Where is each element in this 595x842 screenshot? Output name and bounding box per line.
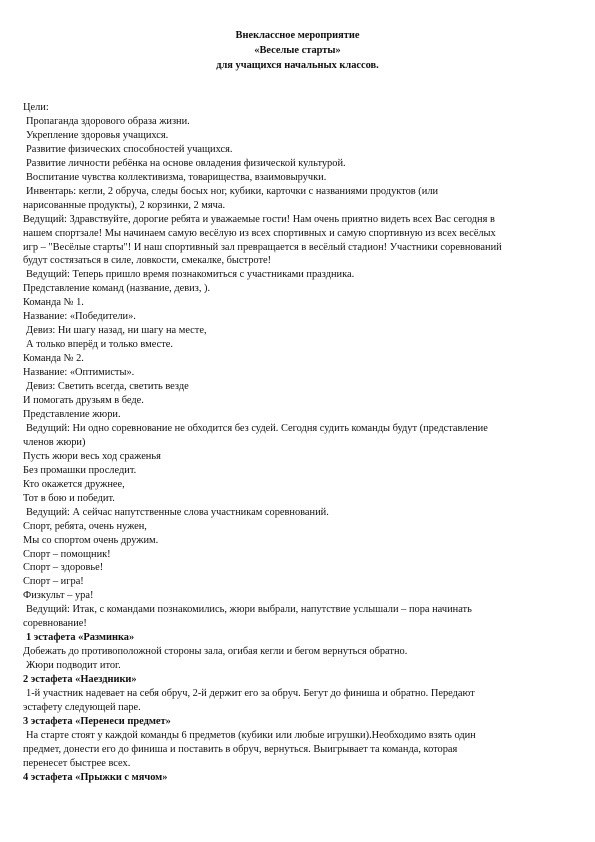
text-line: Спорт, ребята, очень нужен, bbox=[23, 520, 147, 532]
text-line: Ведущий: Итак, с командами познакомились, жюри выбрали, напутствие услышали – пора начинать bbox=[26, 604, 472, 616]
section-heading: 1 эстафета «Разминка» bbox=[26, 632, 135, 644]
document-body bbox=[23, 101, 579, 785]
text-line: эстафету следующей паре. bbox=[23, 701, 141, 713]
text-line: 1-й участник надевает на себя обруч, 2-й держит его за обруч. Бегут до финиша и обратно. Передают bbox=[26, 688, 475, 700]
text-line: Цели: bbox=[23, 102, 49, 113]
text-line: Ведущий: Ни одно соревнование не обходится без судей. Сегодня судить команды будут (представление bbox=[26, 422, 488, 434]
text-line: игр – "Весёлые старты"! И наш спортивный зал превращается в весёлый стадион! Участники соревнований bbox=[23, 241, 502, 253]
text-line: Тот в бою и победит. bbox=[23, 492, 115, 504]
text-line: нарисованные продукты), 2 корзинки, 2 мяча. bbox=[23, 199, 226, 211]
text-line: Без промашки проследит. bbox=[23, 464, 137, 476]
text-line: Спорт – помощник! bbox=[23, 548, 111, 560]
title-event-name: «Веселые старты» bbox=[254, 45, 341, 56]
text-line: Кто окажется дружнее, bbox=[23, 478, 125, 490]
text-line: Спорт – игра! bbox=[23, 576, 84, 588]
text-line: нашем спортзале! Мы начинаем самую весёлую из всех спортивных и самую спортивную из всех весёлых bbox=[23, 227, 496, 239]
section-heading: 2 эстафета «Наездники» bbox=[23, 674, 137, 686]
text-line: Укрепление здоровья учащихся. bbox=[26, 129, 169, 141]
text-line: Пропаганда здорового образа жизни. bbox=[26, 115, 190, 127]
text-line: Воспитание чувства коллективизма, товарищества, взаимовыручки. bbox=[26, 171, 327, 183]
text-line: На старте стоят у каждой команды 6 предметов (кубики или любые игрушки).Необходимо взять один bbox=[26, 729, 476, 741]
text-line: Развитие физических способностей учащихся. bbox=[26, 143, 233, 155]
text-line: Развитие личности ребёнка на основе овладения физической культурой. bbox=[26, 157, 346, 169]
text-line: Название: «Оптимисты». bbox=[23, 367, 135, 379]
text-line: Ведущий: А сейчас напутственные слова участникам соревнований. bbox=[26, 506, 329, 518]
document-title bbox=[0, 28, 595, 73]
text-line: Пусть жюри весь ход сраженья bbox=[23, 450, 161, 462]
text-line: И помогать друзьям в беде. bbox=[23, 395, 144, 407]
text-line: Девиз: Ни шагу назад, ни шагу на месте, bbox=[26, 325, 207, 337]
text-line: Девиз: Светить всегда, светить везде bbox=[26, 381, 189, 393]
text-line: Команда № 1. bbox=[23, 297, 84, 309]
text-line: соревнование! bbox=[23, 618, 87, 630]
text-line: Ведущий: Здравствуйте, дорогие ребята и уважаемые гости! Нам очень приятно видеть всех Вас сегодня в bbox=[23, 213, 495, 225]
text-line: Добежать до противоположной стороны зала, огибая кегли и бегом вернуться обратно. bbox=[23, 646, 408, 658]
title-audience: для учащихся начальных классов. bbox=[216, 60, 379, 71]
text-line: Жюри подводит итог. bbox=[26, 660, 121, 672]
text-line: перенесет быстрее всех. bbox=[23, 757, 131, 769]
title-event-type: Внеклассное мероприятие bbox=[235, 30, 360, 41]
text-line: Ведущий: Теперь пришло время познакомиться с участниками праздника. bbox=[26, 269, 355, 281]
text-line: членов жюри) bbox=[23, 436, 86, 448]
text-line: Представление жюри. bbox=[23, 408, 121, 420]
text-line: Название: «Победители». bbox=[23, 311, 136, 323]
text-line: Команда № 2. bbox=[23, 353, 84, 365]
section-heading: 4 эстафета «Прыжки с мячом» bbox=[23, 771, 168, 783]
text-line: будут состязаться в силе, ловкости, смекалке, быстроте! bbox=[23, 255, 272, 267]
text-line: предмет, донести его до финиша и поставить в обруч, вернуться. Выигрывает та команда, которая bbox=[23, 743, 458, 755]
text-line: Физкульт – ура! bbox=[23, 590, 94, 602]
section-heading: 3 эстафета «Перенеси предмет» bbox=[23, 715, 171, 727]
text-line: Мы со спортом очень дружим. bbox=[23, 534, 159, 546]
text-line: Спорт – здоровье! bbox=[23, 562, 104, 574]
text-line: А только вперёд и только вместе. bbox=[26, 339, 173, 351]
text-line: Инвентарь: кегли, 2 обруча, следы босых ног, кубики, карточки с названиями продуктов (или bbox=[26, 185, 439, 197]
text-line: Представление команд (название, девиз, ). bbox=[23, 283, 211, 295]
